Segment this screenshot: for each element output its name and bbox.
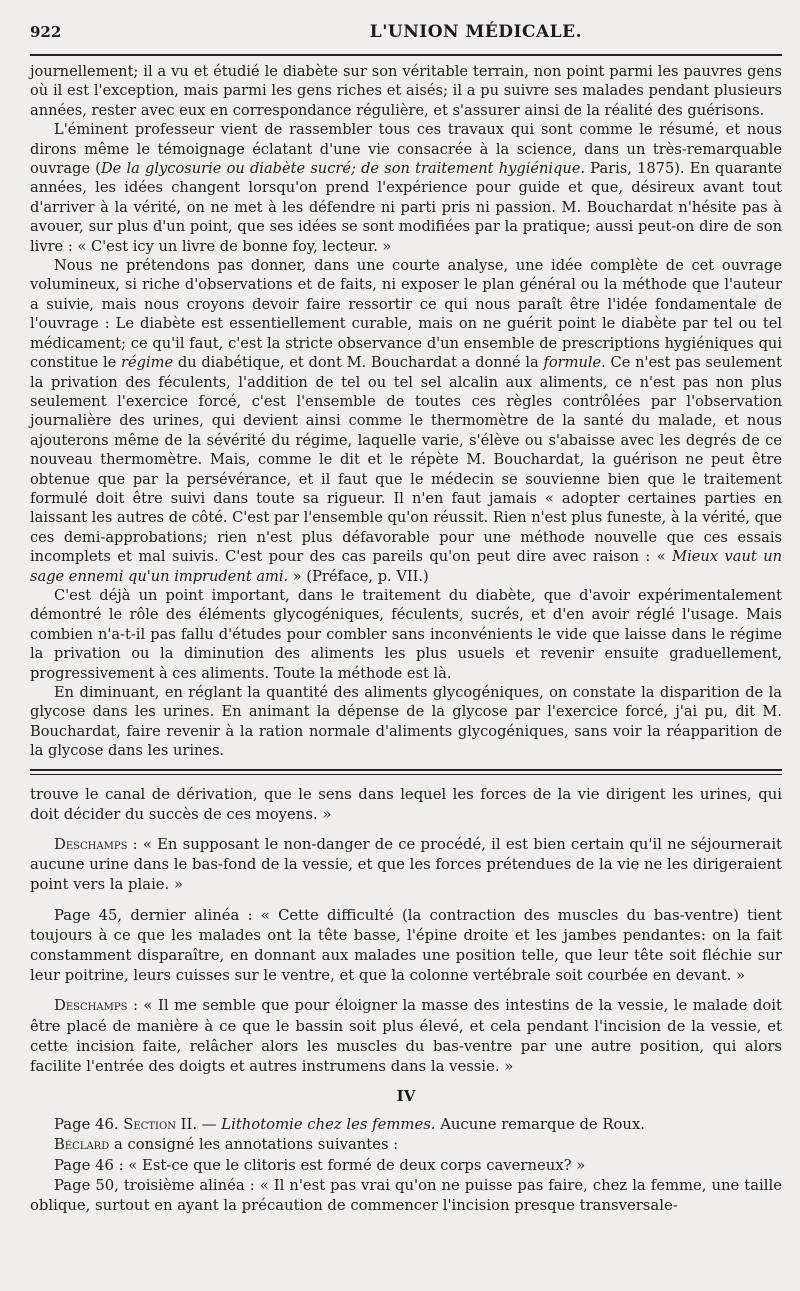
lower-paragraph-3: Page 45, dernier alinéa : « Cette difficulté (la contraction des muscles du bas-ventre) tient toujours à ce que les malades ont la tête basse, l'épine droite et les jambes pendantes: on la fait constamment disparaître, en donnant aux malades une position telle, que leur tête soit fléchie sur leur poitrine, leurs cuisses sur le ventre, et que la colonne vertébrale soit courbée en devant. » (30, 906, 782, 985)
page-header (30, 22, 782, 50)
author-name: Béclard (54, 1136, 110, 1154)
paragraph-2-text-a: L'éminent professeur vient de rassembler tous ces travaux qui sont comme le résumé, et nous dirons même le témoignage éclatant d'une vie consacrée à la science, dans un très-remarquable ouvrage ( (30, 121, 782, 178)
paragraph-4: C'est déjà un point important, dans le traitement du diabète, que d'avoir expérimentalement démontré le rôle des éléments glycogéniques, féculents, sucrés, et d'en avoir réglé l'usage. Mais combien n'a-t-il pas fallu d'études pour combler sans inconvénients le vide que laisse dans le régime la privation ou la diminution des aliments les plus usuels et revenir ensuite graduellement, progressivement à ces aliments. Toute la méthode est là. (30, 586, 782, 682)
section-divider (30, 769, 782, 775)
journal-title: L'UNION MÉDICALE. (369, 22, 582, 42)
lower-paragraph-8: Page 50, troisième alinéa : « Il n'est pas vrai qu'on ne puisse pas faire, chez la femme, une taille oblique, surtout en ayant la précaution de commencer l'incision presque transversale- (30, 1176, 782, 1215)
regime-word: régime (121, 354, 174, 372)
paragraph-3-text-c: Ce n'est pas seulement la privation des féculents, l'addition de tel ou tel sel alcalin aux aliments, ce n'est pas non plus seulement l'exercice forcé, c'est l'ensemble de toutes ces règles contrôlées par l'observation journalière des urines, qui devient ainsi comme le thermomètre de la santé du malade, et nous ajouterons même de la sévérité du régime, laquelle varie, s'élève ou s'abaisse avec les degrés de ce nouveau thermomètre. Mais, comme le dit et le répète M. Bouchardat, la guérison ne peut être obtenue que par la persévérance, et il faut que le médecin se souvienne bien que le traitement formulé doit être suivi dans toute sa rigueur. Il n'en faut jamais « adopter certaines parties en laissant les autres de côté. C'est par l'ensemble qu'on réussit. Rien n'est plus funeste, à la vérité, que ces demi-approbations; rien n'est plus défavorable pour une méthode nouvelle que ces essais incomplets et mal suivis. C'est pour des cas pareils qu'on peut dire avec raison : « (30, 354, 782, 566)
lower-paragraph-2 (30, 835, 782, 896)
upper-section (30, 62, 782, 761)
author-name: Deschamps (54, 836, 128, 854)
lower-paragraph-6-text: a consigné les annotations suivantes : (109, 1136, 399, 1154)
author-name: Deschamps (54, 997, 128, 1015)
lower-paragraph-5 (30, 1115, 782, 1135)
book-title: De la glycosurie ou diabète sucré; de son traitement hygiénique. (100, 160, 586, 178)
paragraph-2 (30, 120, 782, 256)
paragraph-3-text-a: Nous ne prétendons pas donner, dans une courte analyse, une idée complète de cet ouvrage volumineux, si riche d'observations et de faits, ni exposer le plan général ou la méthode que l'auteur a suivie, mais nous croyons devoir faire ressortir ce qui nous paraît être l'idée fondamentale de l'ouvrage : Le diabète est essentiellement curable, mais on ne guérit point le diabète par tel ou tel médicament; ce qu'il faut, c'est la stricte observance d'un ensemble de prescriptions hygiéniques qui constitue le (30, 257, 782, 372)
paragraph-1: journellement; il a vu et étudié le diabète sur son véritable terrain, non point parmi les pauvres gens où il est l'exception, mais parmi les gens riches et aisés; il a pu suivre ses malades pendant plusieurs années, rester avec eux en correspondance régulière, et s'assurer ainsi de la réalité des guérisons. (30, 63, 782, 119)
page-number: 922 (30, 23, 62, 41)
lower-paragraph-1: trouve le canal de dérivation, que le sens dans lequel les forces de la vie dirigent les urines, qui doit décider du succès de ces moyens. » (30, 785, 782, 823)
dash: — (197, 1116, 222, 1134)
section-number: IV (396, 1087, 416, 1106)
lower-paragraph-2-text: : « En supposant le non-danger de ce procédé, il est bien certain qu'il ne séjournerait aucune urine dans le bas-fond de la vessie, et que les forces prétendues de la vie ne les dirigeraient point vers la plaie. » (30, 836, 782, 894)
paragraph-3 (30, 256, 782, 586)
lower-paragraph-6 (30, 1135, 782, 1155)
lower-paragraph-7: Page 46 : « Est-ce que le clitoris est formé de deux corps caverneux? » (54, 1156, 586, 1174)
lower-section (30, 785, 782, 1217)
lower-paragraph-4-text: : « Il me semble que pour éloigner la masse des intestins de la vessie, le malade doit être placé de manière à ce que le bassin soit plus élevé, et cela pendant l'incision de la vessie, et cette incision faite, relâcher alors les muscles du bas-ventre par une autre position, qui alors facilite l'entrée des doigts et autres instrumens dans la vessie. » (30, 997, 782, 1076)
paragraph-5: En diminuant, en réglant la quantité des aliments glycogéniques, on constate la disparition de la glycose dans les urines. En animant la dépense de la glycose par l'exercice forcé, j'ai pu, dit M. Bouchardat, faire revenir à la ration normale d'aliments glycogéniques, sans voir la réapparition de la glycose dans les urines. (30, 684, 782, 760)
lower-paragraph-4 (30, 996, 782, 1077)
paragraph-3-text-b: du diabétique, et dont M. Bouchardat a donné la (173, 354, 544, 372)
paragraph-3-text-d: » (Préface, p. VII.) (288, 567, 429, 585)
lower-paragraph-5-text: Aucune remarque de Roux. (435, 1116, 646, 1134)
formule-word: formule. (543, 354, 606, 372)
header-rule (30, 54, 782, 56)
section-label: Section II. (123, 1116, 198, 1134)
proverb-quote: Mieux vaut un sage ennemi qu'un imprudent ami. (30, 548, 782, 585)
page-ref: Page 46. (54, 1116, 124, 1134)
paragraph-2-text-b: Paris, 1875). En quarante années, les idées changent lorsqu'on prend l'expérience pour guide et que, désireux avant tout d'arriver à la vérité, on ne met à les défendre ni parti pris ni passion. M. Bouchardat n'hésite pas à avouer, sur plus d'un point, que ses idées se sont modifiées par la pratique; aussi peut-on dire de son livre : « C'est icy un livre de bonne foy, lecteur. » (30, 160, 783, 255)
section-title: Lithotomie chez les femmes. (221, 1116, 436, 1134)
